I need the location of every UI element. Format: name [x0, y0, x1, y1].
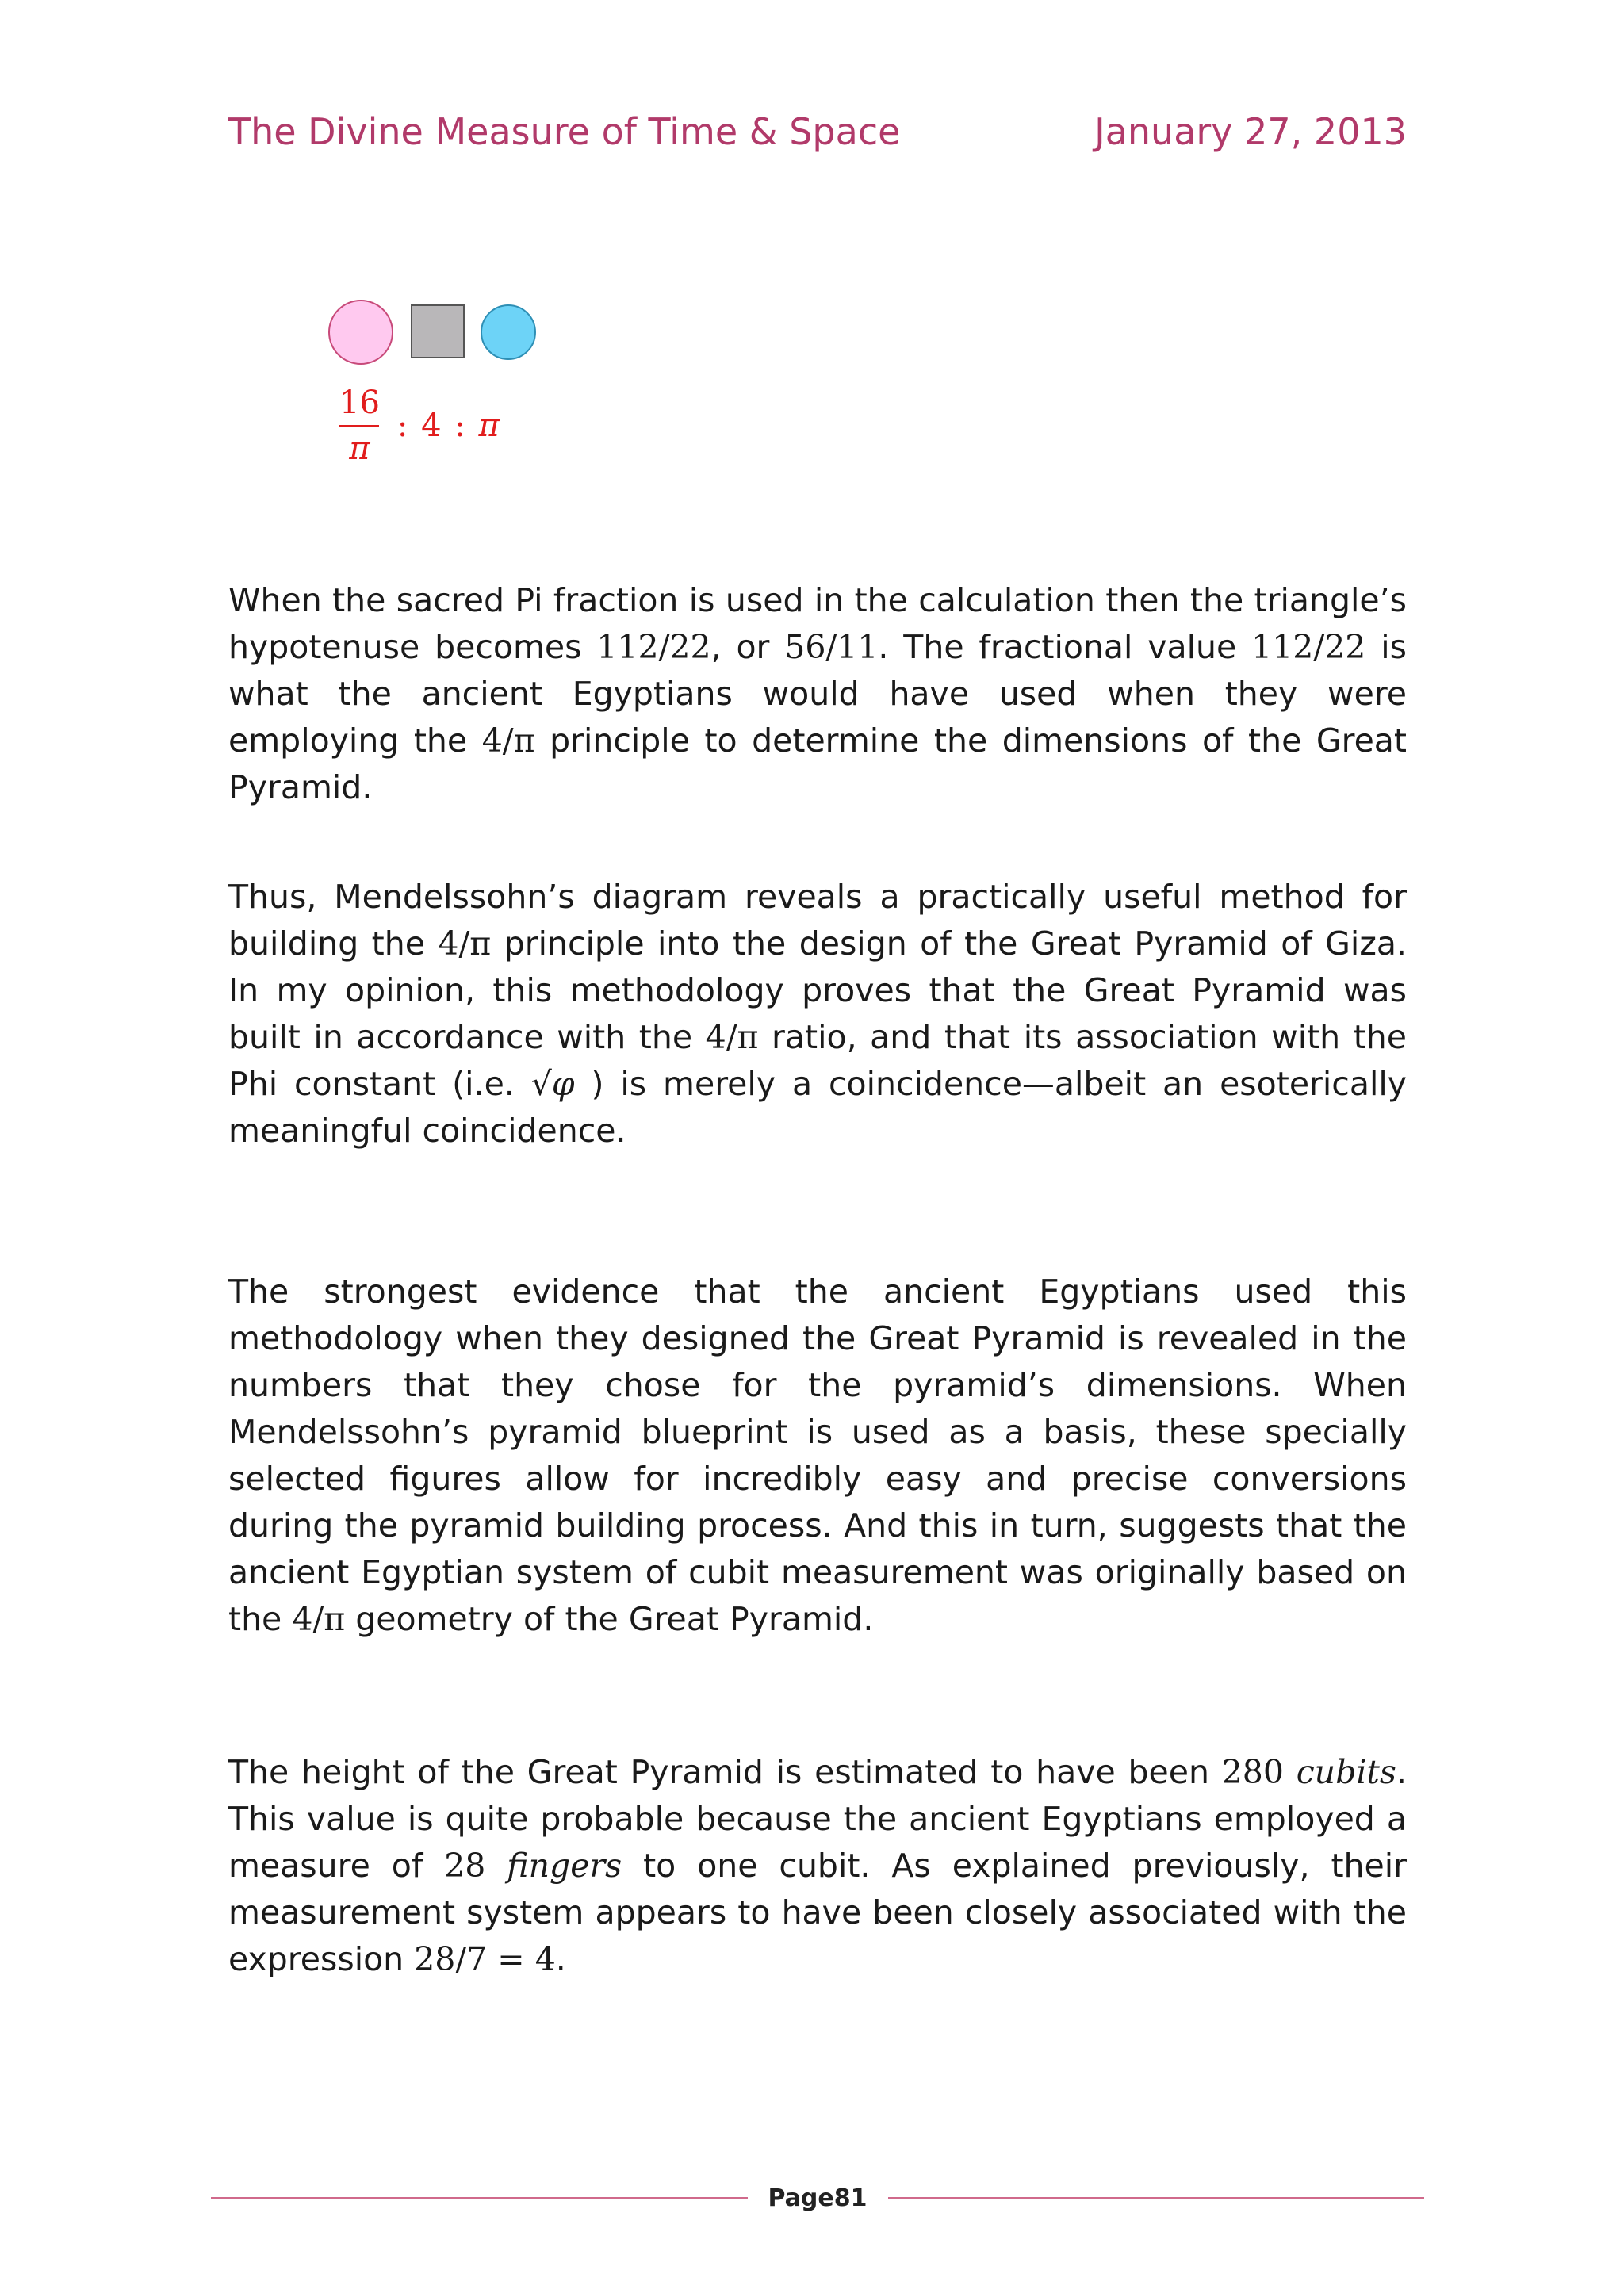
document-title: The Divine Measure of Time & Space — [228, 110, 901, 153]
ratio-rest-text: : 4 : — [396, 408, 479, 444]
blue-circle-shape — [481, 304, 536, 360]
text-run: , or — [710, 628, 785, 666]
text-run: ) is merely a coincidence—albeit an esoterically meaningful coincidence. — [228, 1065, 1408, 1150]
page-number: Page81 — [768, 2184, 868, 2212]
text-run: to one cubit. As explained previously, their measurement system appears to have been closely associated with the expression — [228, 1847, 1407, 1978]
text-run: The strongest evidence that the ancient Egyptians used this methodology when they designed the Great Pyramid is revealed in the numbers that they chose for the pyramid’s dimensions. When Mendelssohn’s pyramid blueprint is used as a basis, these specially selected figures allow for incredibly easy and precise conversions during the pyramid building process. And this in turn, suggests that the ancient Egyptian system of cubit measurement was originally based on the — [228, 1273, 1407, 1638]
text-run: . This value is quite probable because the ancient Egyptians employed a measure of — [228, 1753, 1407, 1885]
document-date: January 27, 2013 — [1094, 110, 1407, 153]
math-run: fingers — [507, 1847, 622, 1885]
text-run: Thus, Mendelssohn’s diagram reveals a practically useful method for building the — [228, 878, 1407, 963]
ratio-rest — [397, 408, 501, 444]
shapes-figure — [328, 300, 550, 363]
ratio-pi: π — [478, 408, 501, 444]
math-run: 112/22 — [596, 628, 711, 666]
grey-square-shape — [411, 304, 465, 358]
math-run: cubits — [1296, 1753, 1396, 1791]
math-run: 4/π — [438, 924, 492, 963]
ratio-expression — [339, 382, 501, 469]
math-run: 28/7 = 4 — [414, 1940, 556, 1978]
paragraph-strongest-evidence — [228, 1269, 1407, 1643]
text-run: principle to determine the dimensions of the Great Pyramid. — [228, 722, 1407, 806]
math-run: 4/π — [292, 1600, 346, 1638]
paragraph-pyramid-height — [228, 1749, 1407, 1983]
text-run: . — [555, 1940, 566, 1978]
text-run: is what the ancient Egyptians would have used when they were employing the — [228, 628, 1407, 760]
footer-rule-right — [888, 2197, 1425, 2199]
math-run: √φ — [530, 1065, 575, 1103]
ratio-denominator: π — [349, 431, 370, 467]
math-run: 4/π — [481, 722, 535, 760]
math-run: 280 — [1221, 1753, 1297, 1791]
text-run: geometry of the Great Pyramid. — [345, 1600, 874, 1638]
page-header — [228, 108, 1407, 155]
math-run: 28 — [444, 1847, 508, 1885]
paragraph-pi-fraction — [228, 577, 1407, 811]
math-run: 112/22 — [1251, 628, 1366, 666]
text-run: When the sacred Pi fraction is used in the calculation then the triangle’s hypotenuse becomes — [228, 581, 1407, 666]
footer-rule-left — [211, 2197, 748, 2199]
text-run: . The fractional value — [878, 628, 1252, 666]
fraction-bar — [339, 425, 379, 427]
paragraph-mendelssohn-diagram — [228, 874, 1407, 1154]
ratio-numerator: 16 — [339, 385, 380, 421]
page-footer — [211, 2182, 1424, 2214]
ratio-fraction — [339, 382, 380, 469]
text-run: ratio, and that its association with the Phi constant (i.e. — [228, 1018, 1407, 1103]
math-run: 4/π — [705, 1018, 759, 1056]
math-run: 56/11 — [784, 628, 879, 666]
pink-circle-shape — [328, 300, 393, 365]
text-run: The height of the Great Pyramid is estimated to have been — [228, 1753, 1222, 1791]
text-run: principle into the design of the Great Pyramid of Giza. In my opinion, this methodology proves that the Great Pyramid was built in accordance with the — [228, 924, 1408, 1056]
